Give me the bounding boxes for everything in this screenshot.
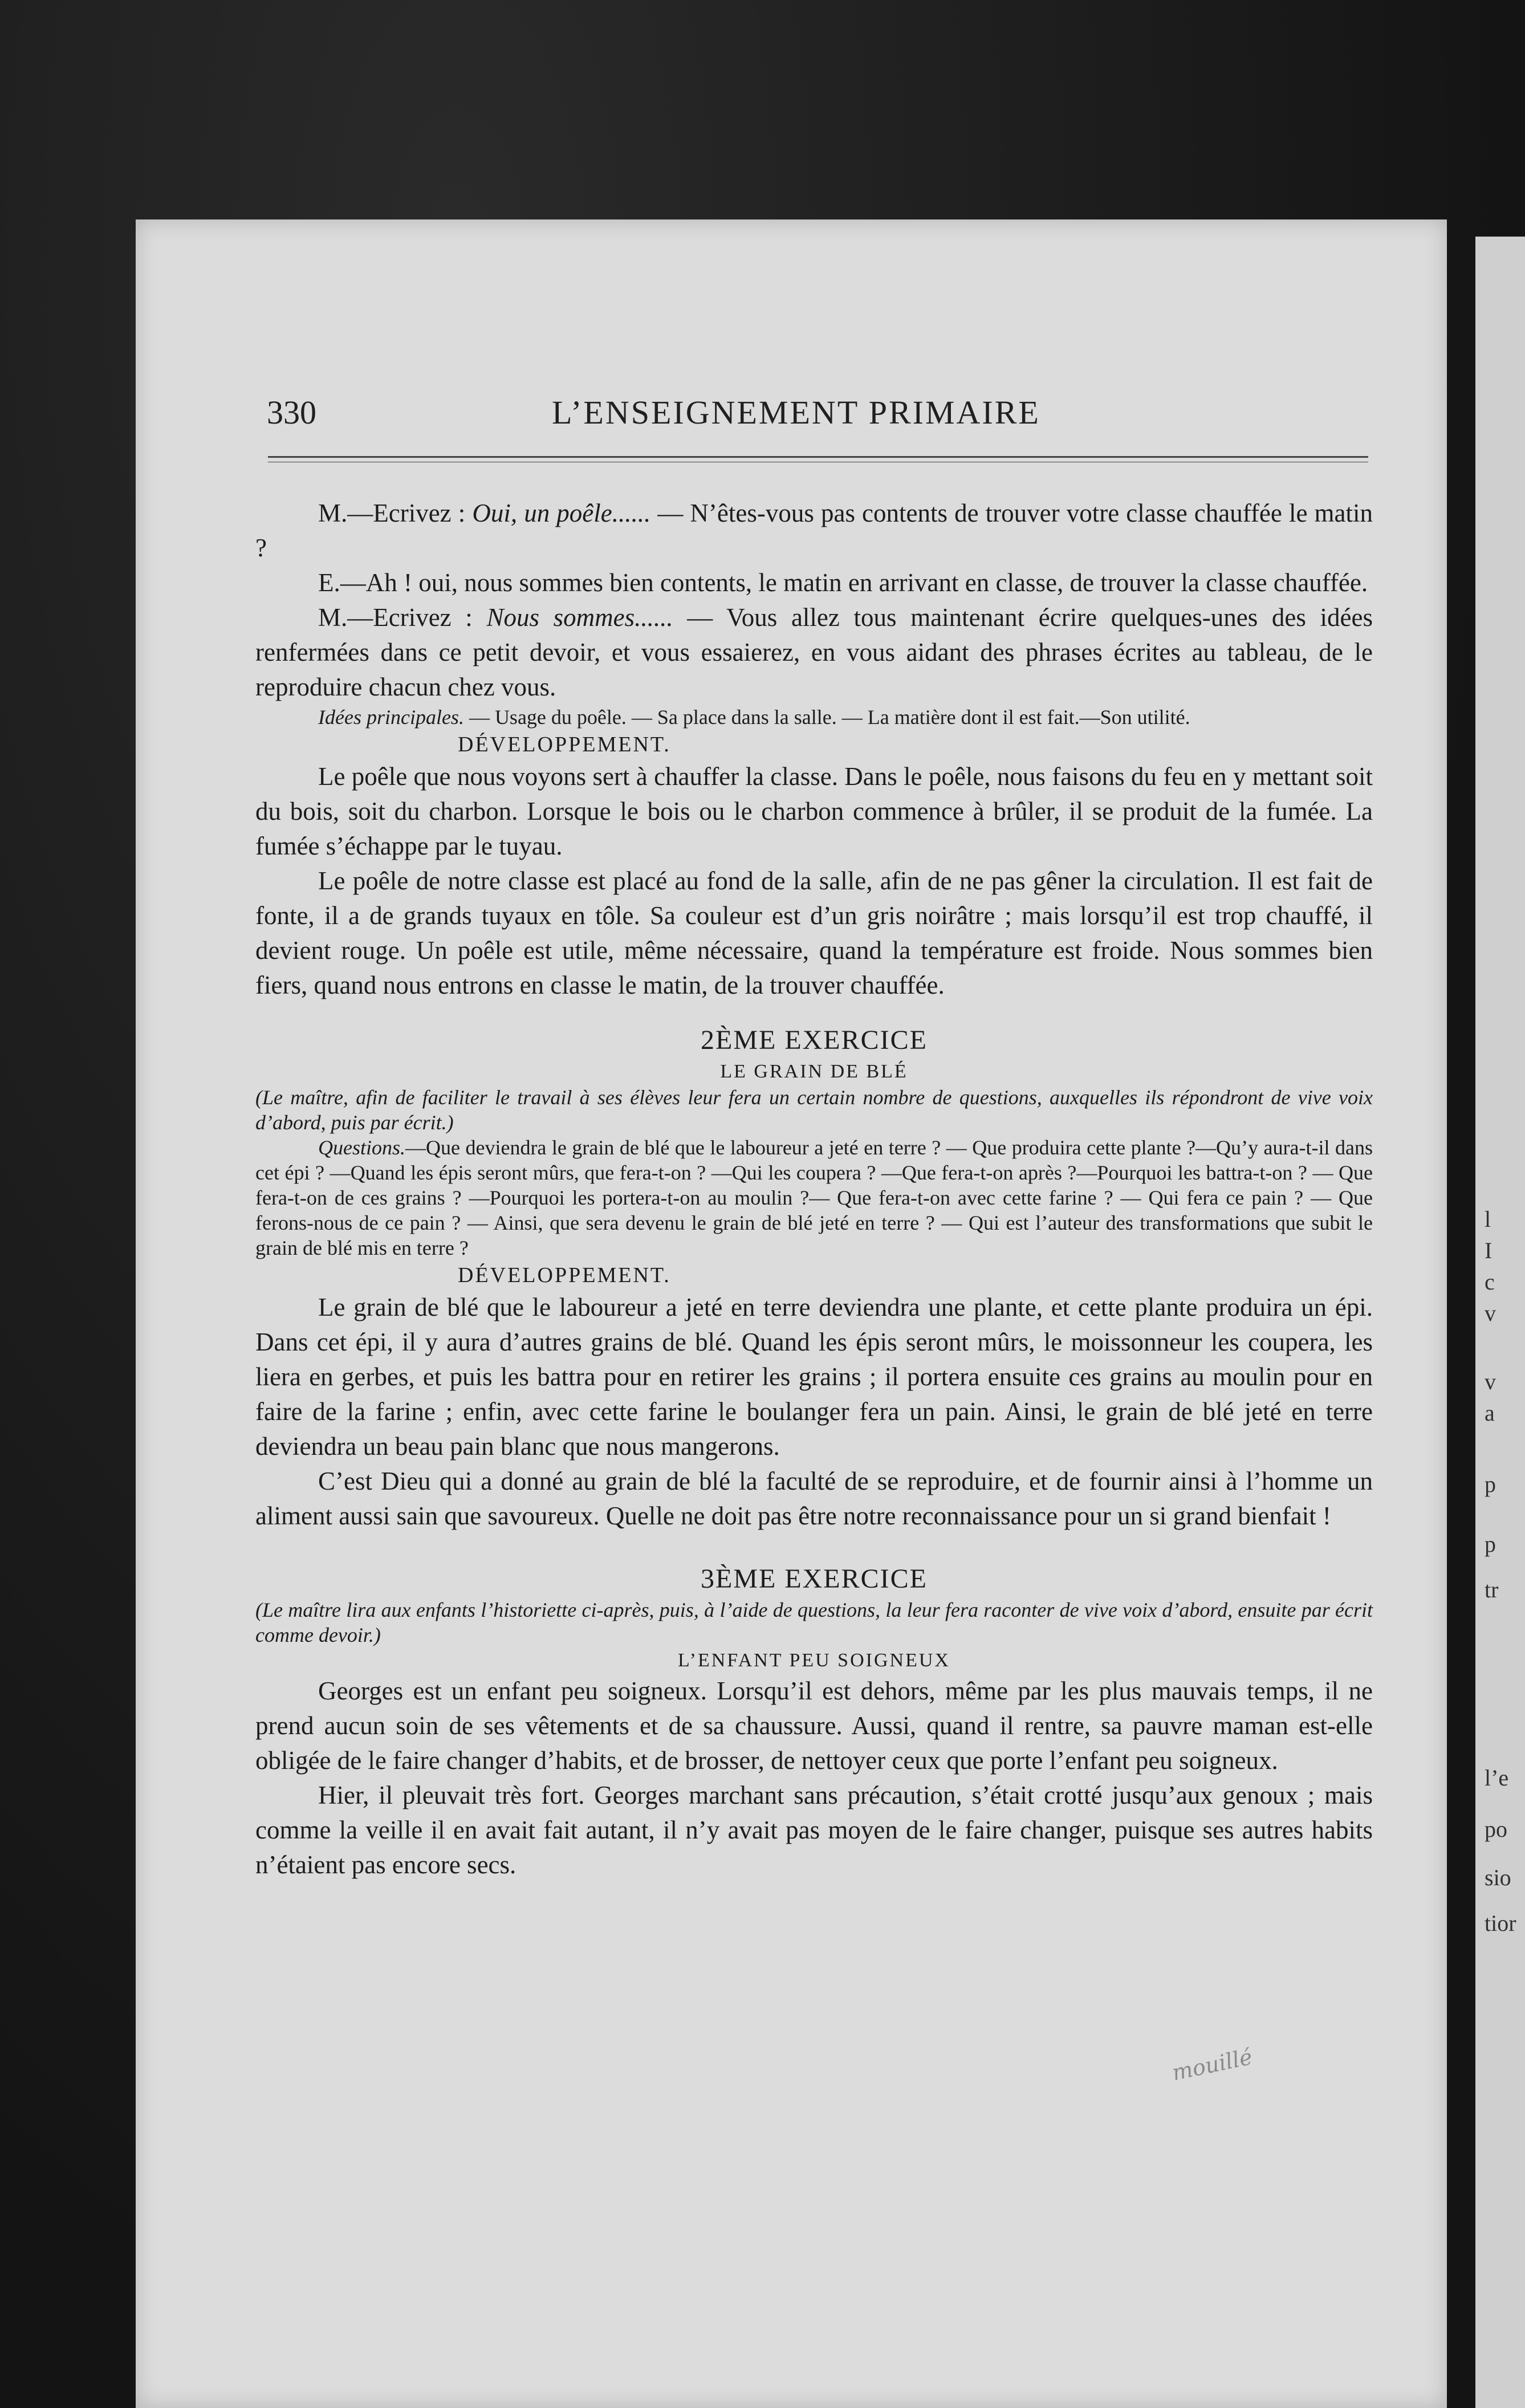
page-text [255,496,1373,1882]
header-rule [268,456,1368,458]
instructions-text: (Le maître, afin de faciliter le travail à ses élèves leur fera un certain nombre de questions, auxquelles ils répondront de vive voix d’abord, puis par écrit.) [255,1086,1373,1134]
text-run: — N’êtes-vous pas contents de trouver votre classe chauffée le matin ? [255,499,1373,562]
handwritten-annotation: mouillé [1169,2044,1255,2086]
paragraph: Le poêle que nous voyons sert à chauffer la classe. Dans le poêle, nous faisons du feu en y mettant soit du bois, soit du charbon. Lorsque le bois ou le charbon commence à brûler, il se produit de la fumée. La fumée s’échappe par le tuyau. [255,762,1373,860]
instructions-text: (Le maître lira aux enfants l’historiette ci-après, puis, à l’aide de questions, la leur fera raconter de vive voix d’abord, ensuite par écrit comme devoir.) [255,1598,1373,1646]
main-ideas-label: Idées principales. [318,706,464,729]
margin-fragment: sio [1485,1865,1511,1890]
section-heading: DÉVELOPPEMENT. [458,1263,671,1287]
page-number: 330 [267,394,316,431]
margin-fragment: a [1485,1400,1495,1426]
paragraph: E.—Ah ! oui, nous sommes bien contents, le matin en arrivant en classe, de trouver la classe chauffée. [318,568,1368,597]
margin-fragment: po [1485,1816,1507,1842]
margin-fragment: v [1485,1369,1496,1394]
paragraph: Georges est un enfant peu soigneux. Lorsqu’il est dehors, même par les plus mauvais temps, il ne prend aucun soin de ses vêtements et de sa chaussure. Aussi, quand il rentre, sa pauvre maman est-elle obligée de le faire changer d’habits, et de brosser, de nettoyer ceux que porte l’enfant peu soigneux. [255,1677,1373,1775]
margin-fragment: p [1485,1531,1496,1557]
paragraph: Le grain de blé que le laboureur a jeté en terre deviendra une plante, et cette plante produira un épi. Dans cet épi, il y aura d’autres grains de blé. Quand les épis seront mûrs, le moissonneur les coupera, les liera en gerbes, et puis les battra pour en retirer les grains ; il portera ensuite ces grains au moulin pour en faire de la farine ; enfin, avec cette farine le boulanger fera un pain. Ainsi, le grain de blé jeté en terre deviendra un beau pain blanc que nous mangerons. [255,1293,1373,1461]
exercise-heading: 3ÈME EXERCICE [701,1564,928,1594]
paragraph [255,496,1373,566]
margin-fragment: v [1485,1300,1496,1326]
margin-fragment: tr [1485,1577,1499,1602]
running-title: L’ENSEIGNEMENT PRIMAIRE [552,394,1040,431]
text-run: M.—Ecrivez : [318,603,487,632]
paragraph [255,600,1373,705]
exercise-instructions [255,1597,1373,1648]
exercise-instructions [255,1085,1373,1135]
margin-fragment: l’e [1485,1765,1509,1791]
text-run-italic: Oui, un poêle...... [472,499,651,527]
questions-label: Questions. [318,1136,405,1159]
questions [255,1135,1373,1260]
main-ideas-text: — Usage du poêle. — Sa place dans la salle. — La matière dont il est fait.—Son utilité. [463,706,1190,729]
text-run: M.—Ecrivez : [318,499,473,527]
margin-fragment: I [1485,1238,1493,1263]
questions-text: —Que deviendra le grain de blé que le laboureur a jeté en terre ? — Que produira cette plante ?—Qu’y aura-t-il dans cet épi ? —Quand les épis seront mûrs, que fera-t-on ? —Qui les coupera ? —Que fera-t-on après ?—Pourquoi les battra-t-on ? — Que fera-t-on de ces grains ? —Pourquoi les portera-t-on au moulin ?— Que fera-t-on avec cette farine ? — Qui fera ce pain ? — Que ferons-nous de ce pain ? — Ainsi, que sera devenu le grain de blé jeté en terre ? — Qui est l’auteur des transformations que subit le grain de blé mis en terre ? [255,1136,1373,1259]
paragraph: Le poêle de notre classe est placé au fond de la salle, afin de ne pas gêner la circulation. Il est fait de fonte, il a de grands tuyaux en tôle. Sa couleur est d’un gris noirâtre ; mais lorsqu’il est trop chauffé, il devient rouge. Un poêle est utile, même nécessaire, quand la température est froide. Nous sommes bien fiers, quand nous entrons en classe le matin, de la trouver chauffée. [255,867,1373,999]
section-heading: DÉVELOPPEMENT. [458,733,671,756]
text-run-italic: Nous sommes...... [486,603,673,632]
main-ideas [255,705,1373,730]
page-header [267,393,1367,439]
margin-fragment: p [1485,1471,1496,1497]
exercise-heading: 2ÈME EXERCICE [701,1025,928,1055]
margin-fragment: l [1485,1206,1491,1232]
margin-fragment: tior [1485,1910,1516,1936]
margin-fragment: c [1485,1269,1495,1295]
exercise-title: LE GRAIN DE BLÉ [720,1061,908,1082]
exercise-title: L’ENFANT PEU SOIGNEUX [678,1650,950,1671]
paragraph: Hier, il pleuvait très fort. Georges marchant sans précaution, s’était crotté jusqu’aux genoux ; mais comme la veille il en avait fait autant, il n’y avait pas moyen de le faire changer, puisque ses autres habits n’étaient pas encore secs. [255,1781,1373,1879]
adjacent-page-edge [1475,237,1525,2408]
paragraph: C’est Dieu qui a donné au grain de blé la faculté de se reproduire, et de fournir ainsi à l’homme un aliment aussi sain que savoureux. Quelle ne doit pas être notre reconnaissance pour un si grand bienfait ! [255,1467,1373,1530]
text-run: — Vous allez tous maintenant écrire quelques-unes des idées renfermées dans ce petit devoir, et vous essaierez, en vous aidant des phrases écrites au tableau, de le reproduire chacun chez vous. [255,603,1373,701]
